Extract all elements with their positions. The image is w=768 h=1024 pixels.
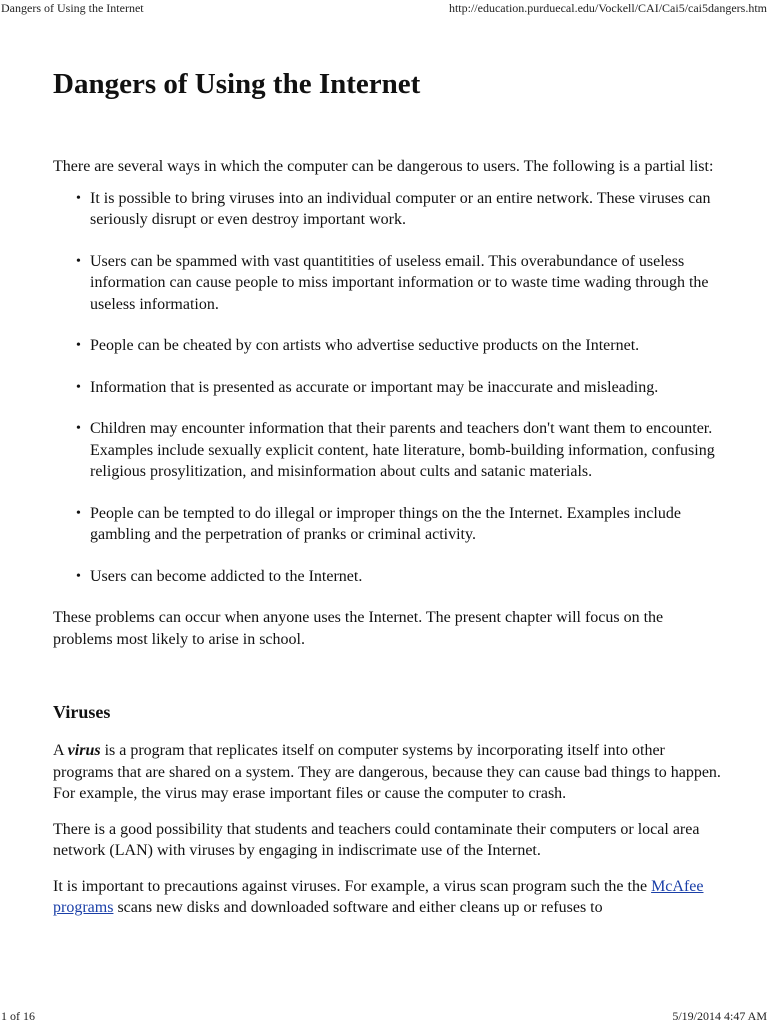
virus-term: virus	[67, 742, 101, 759]
intro-paragraph: There are several ways in which the computer can be dangerous to users. The following is a partial list:	[53, 158, 714, 175]
header-url: http://education.purduecal.edu/Vockell/CAI/Cai5/cai5dangers.htm	[448, 1, 767, 15]
list-item: • Children may encounter information that their parents and teachers don't want them to encounter. Examples include sexually explicit content, hate literature, bomb-building information, confusing religious prosylitization, and misinformation about cults and satanic materials.	[90, 418, 721, 483]
page-number: 1 of 16	[1, 1009, 35, 1023]
list-item: • People can be tempted to do illegal or improper things on the the Internet. Examples include gambling and the perpetration of pranks or criminal activity.	[90, 503, 721, 546]
header-page-title: Dangers of Using the Internet	[1, 1, 144, 15]
text-span: A	[53, 742, 68, 759]
mcafee-link[interactable]: McAfee programs	[53, 877, 704, 916]
text-span: scans new disks and downloaded software and either cleans up or refuses to	[113, 899, 603, 916]
list-item: • It is possible to bring viruses into an individual computer or an entire network. These viruses can seriously disrupt or even destroy important work.	[90, 188, 721, 231]
page-title: Dangers of Using the Internet	[53, 68, 421, 100]
print-footer	[0, 1006, 768, 1024]
dangers-list	[53, 188, 721, 588]
document-body	[53, 64, 721, 933]
summary-paragraph: These problems can occur when anyone uses the Internet. The present chapter will focus on the problems most likely to arise in school.	[53, 609, 664, 648]
section-heading-viruses: Viruses	[53, 702, 111, 722]
print-header	[0, 0, 768, 18]
list-item: • Users can be spammed with vast quantitities of useless email. This overabundance of useless information can cause people to miss important information or to waste time wading through the useless information.	[90, 251, 721, 316]
virus-definition-paragraph	[53, 740, 721, 805]
contamination-paragraph: There is a good possibility that students and teachers could contaminate their computers or local area network (LAN) with viruses by engaging in indiscrimate use of the Internet.	[53, 820, 700, 859]
precautions-paragraph	[53, 876, 721, 919]
list-item: • Information that is presented as accurate or important may be inaccurate and misleading.	[90, 377, 721, 399]
text-span: is a program that replicates itself on computer systems by incorporating itself into other programs that are shared on a system. They are dangerous, because they can cause bad things to happen. For example, the virus may erase important files or cause the computer to crash.	[53, 742, 721, 802]
text-span: It is important to precautions against viruses. For example, a virus scan program such the the	[53, 877, 652, 895]
list-item: • Users can become addicted to the Internet.	[90, 566, 721, 588]
print-timestamp: 5/19/2014 4:47 AM	[672, 1009, 767, 1023]
list-item: • People can be cheated by con artists who advertise seductive products on the Internet.	[90, 335, 721, 357]
